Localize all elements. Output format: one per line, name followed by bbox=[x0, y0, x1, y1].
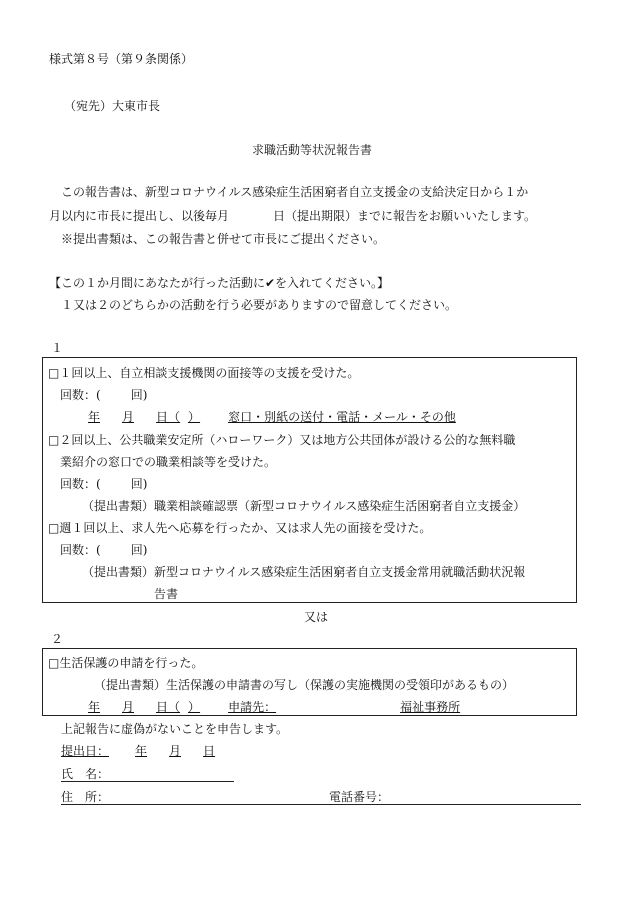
address-label: 住 所： bbox=[61, 790, 110, 804]
intro-line-2 bbox=[49, 209, 536, 224]
phone-label: 電話番号： bbox=[329, 790, 390, 804]
welfare-office: 福祉事務所 bbox=[400, 700, 461, 714]
date-month: 月 bbox=[122, 700, 135, 714]
count-label: 回数：( bbox=[60, 543, 101, 557]
declaration: 上記報告に虚偽がないことを申告します。 bbox=[61, 722, 289, 736]
section-1-item-1-date-line bbox=[62, 410, 502, 425]
name-underline[interactable] bbox=[61, 781, 234, 782]
name-label: 氏 名： bbox=[61, 767, 110, 781]
date-month: 月 bbox=[122, 410, 135, 424]
addressee: （宛先）大東市長 bbox=[64, 99, 161, 113]
count-unit: 回) bbox=[130, 477, 148, 491]
section-1-item-2-line-1[interactable]: □２回以上、公共職業安定所（ハローワーク）又は地方公共団体が設ける公的な無料職 bbox=[48, 433, 516, 447]
date-year: 年 bbox=[135, 744, 148, 758]
intro-line-1: この報告書は、新型コロナウイルス感染症生活困窮者自立支援金の支給決定日から１か bbox=[61, 185, 529, 199]
instruction-line-1: 【この１か月間にあなたが行った活動に✔を入れてください。】 bbox=[49, 276, 390, 290]
intro-line-3: ※提出書類は、この報告書と併せて市長にご提出ください。 bbox=[61, 232, 386, 246]
section-1-item-2-doc: （提出書類）職業相談確認票（新型コロナウイルス感染症生活困窮者自立支援金） bbox=[82, 499, 526, 513]
page-title: 求職活動等状況報告書 bbox=[252, 143, 373, 157]
date-day: 日 bbox=[203, 744, 216, 758]
section-2-item-1-date-line bbox=[62, 700, 502, 715]
section-2-label: ２ bbox=[51, 632, 64, 646]
date-year: 年 bbox=[88, 410, 101, 424]
count-unit: 回) bbox=[130, 388, 148, 402]
count-unit: 回) bbox=[130, 543, 148, 557]
date-day: 日（ bbox=[156, 700, 181, 714]
section-1-item-2-line-2: 業紹介の窓口での職業相談等を受けた。 bbox=[60, 455, 277, 469]
count-label: 回数：( bbox=[60, 388, 101, 402]
applicant-label: 申請先： bbox=[228, 700, 277, 714]
section-1-item-1[interactable]: □１回以上、自立相談支援機関の面接等の支援を受けた。 bbox=[48, 366, 360, 380]
section-1-item-3-doc-line-2: 告書 bbox=[154, 587, 179, 601]
date-year: 年 bbox=[88, 700, 101, 714]
date-close: ） bbox=[188, 410, 201, 424]
instruction-line-2: １又は２のどちらかの活動を行う必要がありますので留意してください。 bbox=[61, 298, 458, 312]
section-1-item-3-count bbox=[60, 543, 147, 558]
section-2-item-1-doc: （提出書類）生活保護の申請書の写し（保護の実施機関の受領印があるもの） bbox=[94, 678, 515, 692]
section-1-item-3[interactable]: □週１回以上、求人先へ応募を行ったか、又は求人先の面接を受けた。 bbox=[48, 521, 432, 535]
contact-methods: 窓口・別紙の送付・電話・メール・その他 bbox=[228, 410, 456, 424]
date-day: 日（ bbox=[156, 410, 181, 424]
section-1-label: １ bbox=[51, 341, 64, 355]
or-label: 又は bbox=[304, 610, 329, 624]
date-month: 月 bbox=[169, 744, 182, 758]
section-1-item-1-count bbox=[60, 388, 147, 403]
submission-date-line[interactable] bbox=[61, 744, 235, 759]
date-label: 提出日： bbox=[61, 744, 110, 758]
section-2-item-1[interactable]: □生活保護の申請を行った。 bbox=[48, 656, 204, 670]
address-underline[interactable] bbox=[61, 804, 581, 805]
section-1-item-3-doc-line-1: （提出書類）新型コロナウイルス感染症生活困窮者自立支援金常用就職活動状況報 bbox=[82, 565, 526, 579]
intro-line-2b: 日（提出期限）までに報告をお願いいたします。 bbox=[273, 209, 537, 223]
intro-line-2a: 月以内に市長に提出し、以後毎月 bbox=[49, 209, 230, 223]
date-close: ） bbox=[188, 700, 201, 714]
section-1-item-2-count bbox=[60, 477, 147, 492]
form-number: 様式第８号（第９条関係） bbox=[49, 52, 194, 66]
count-label: 回数：( bbox=[60, 477, 101, 491]
